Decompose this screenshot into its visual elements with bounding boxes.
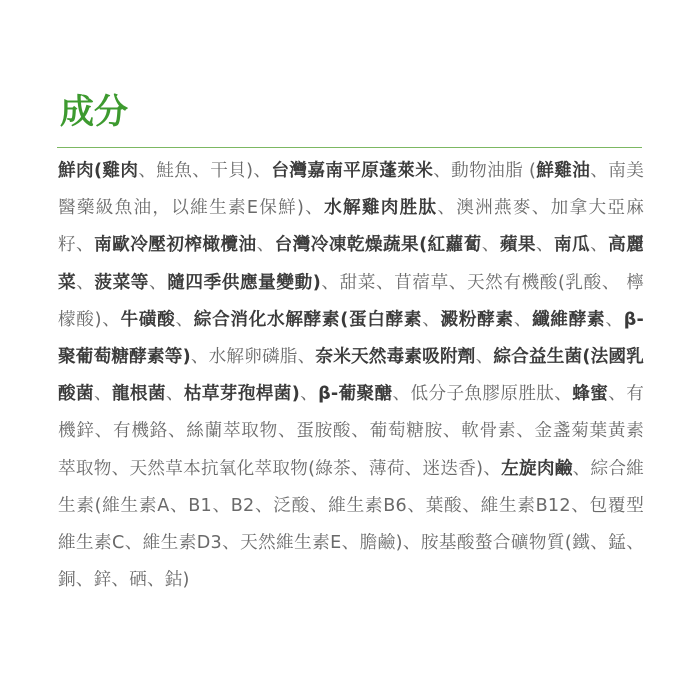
ingredient-text: 、綜合維生素(維生素A、B1、B2、泛酸、維生素B6、葉酸、維生素B12、包覆型維生素C、維生素D3、天然維生素E、膽鹼)、胺基酸螯合礦物質(鐵、錳、銅、鋅、硒、鈷)	[58, 458, 644, 591]
ingredient-highlight: 南歐冷壓初榨橄欖油	[94, 235, 257, 256]
ingredient-highlight: β-葡聚醣	[318, 384, 393, 405]
ingredient-text: 、甜菜、苜蓿草、天然有機酸(乳酸、 檸檬酸)、	[58, 272, 645, 330]
heading-divider	[57, 147, 642, 148]
ingredients-list	[58, 153, 644, 599]
ingredient-highlight: 澱粉酵素	[440, 309, 514, 330]
ingredient-highlight: 台灣嘉南平原蓬萊米	[271, 161, 434, 181]
ingredient-highlight: 纖維酵素	[532, 309, 606, 330]
ingredient-text: 、	[513, 309, 533, 330]
ingredient-text: 、	[299, 384, 319, 405]
ingredient-text: 、澳洲燕麥、加拿大亞麻籽、	[58, 198, 645, 256]
ingredient-text: 、	[422, 309, 441, 330]
ingredient-highlight: 隨四季供應量變動)	[167, 272, 322, 293]
ingredient-text: 、水解卵磷脂、	[190, 347, 316, 368]
ingredient-highlight: 台灣冷凍乾燥蔬果(紅蘿蔔	[274, 235, 482, 256]
ingredient-text: 、	[165, 384, 184, 405]
ingredient-text: 、有機鋅、有機鉻、絲蘭萃取物、蛋胺酸、葡萄糖胺、軟骨素、金盞菊葉黃素萃取物、天然草本抗氧化萃取物(綠茶、薄荷、迷迭香)、	[58, 384, 644, 479]
ingredient-highlight: 蜂蜜	[572, 384, 609, 405]
ingredient-text: 、	[256, 235, 275, 256]
ingredients-heading: 成分	[60, 92, 128, 132]
ingredient-highlight: β-聚葡萄糖酵素等)	[58, 309, 644, 368]
ingredient-text: 、鮭魚、干貝)、	[138, 161, 272, 181]
ingredient-text: 、低分子魚膠原胜肽、	[392, 384, 573, 405]
ingredient-highlight: 南瓜	[553, 235, 591, 256]
ingredient-text: 、	[475, 347, 494, 368]
ingredient-text: 、動物油脂 (	[433, 161, 537, 181]
ingredient-highlight: 鮮肉(雞肉	[58, 161, 139, 181]
ingredient-text: 、	[535, 235, 554, 256]
ingredient-text: 、	[481, 235, 500, 256]
ingredient-highlight: 綜合消化水解酵素(蛋白酵素	[193, 309, 423, 330]
ingredient-highlight: 牛磺酸	[120, 309, 176, 330]
ingredient-text: 、	[93, 384, 112, 405]
ingredient-text: 、南美醫藥級魚油，以維生素E保鮮)、	[58, 161, 644, 219]
ingredient-text: 、	[590, 235, 609, 256]
ingredient-highlight: 枯草芽孢桿菌)	[183, 384, 300, 405]
ingredient-text: 、	[149, 272, 168, 293]
ingredient-highlight: 蘋果	[499, 235, 536, 256]
ingredient-highlight: 綜合益生菌(法國乳酸菌	[58, 347, 644, 405]
ingredient-text: 、	[76, 272, 95, 293]
ingredient-text: 、	[605, 309, 624, 330]
ingredient-highlight: 水解雞肉胜肽	[324, 198, 438, 219]
ingredient-highlight: 龍根菌	[111, 384, 166, 405]
ingredient-highlight: 左旋肉鹼	[501, 458, 573, 479]
ingredient-text: 、	[175, 309, 194, 330]
ingredient-highlight: 鮮雞油	[536, 161, 591, 181]
ingredient-highlight: 奈米天然毒素吸附劑	[315, 347, 476, 368]
ingredient-highlight: 菠菜等	[94, 272, 149, 293]
ingredient-highlight: 高麗菜	[58, 235, 645, 293]
